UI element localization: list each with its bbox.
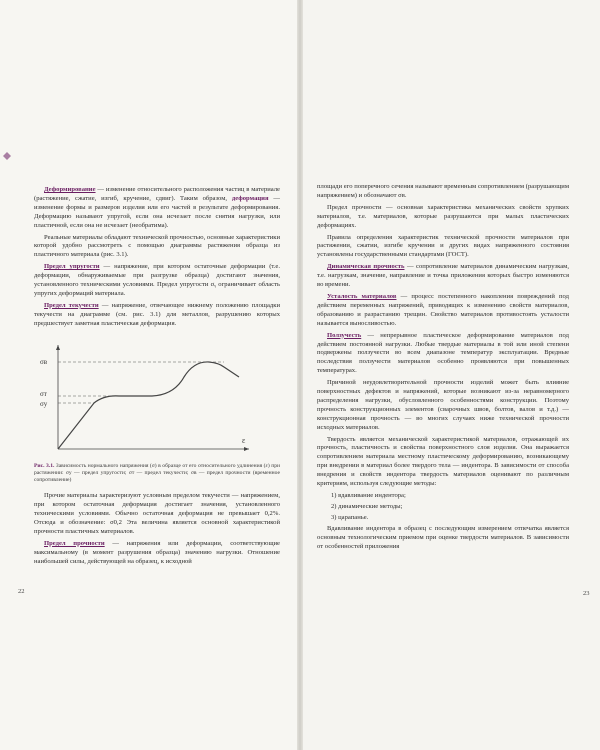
page-corner-mark xyxy=(3,152,11,160)
label-sigma-b: σв xyxy=(40,357,48,366)
paragraph-creep: Ползучесть — непрерывное пластическое деформирование материалов под действием постоянной нагрузки. Любые твердые материалы в той или иной степени подвержены ползучести во всем диапазоне температур эксплуатации. Вредные последствия ползучести материалов особенно проявляются при повышенных температурах. xyxy=(317,331,569,375)
page-number-right: 23 xyxy=(583,590,590,597)
book-gutter xyxy=(297,0,303,750)
term-strength-limit: Предел прочности xyxy=(44,539,105,547)
paragraph-conditional-yield: Прочие материалы характеризуют условным пределом текучести — напряжением, при котором остаточная деформация достигает значения, установленного техническими условиями. Обычно остаточная деформация не превышает 0,2%. Отсюда и обозначение: σ0,2 Эта величина является основной характеристикой прочности пластичных материалов. xyxy=(34,492,280,535)
paragraph-real-materials: Реальные материалы обладают технической прочностью, основные характеристики которой удобно рассмотреть с помощью диаграммы растяжения образца из пластичного материала (рис. 3.1). xyxy=(34,233,280,259)
paragraph-structural-strength: Причиной неудовлетворительной прочности изделий может быть влияние поверхностных дефектов и напряжений, которые возникают из-за неравномерного распределения нагрузки, обусловленного особенностями конструкции. Поэтому прочность конструкционных элементов (сварочных швов, болтов, валов и т.д.) — конструкционная прочность — во многих случаях ниже технической прочности исходных материалов. xyxy=(317,379,569,431)
label-sigma-y: σу xyxy=(40,399,48,408)
term-elastic-limit: Предел упругости xyxy=(44,263,100,271)
page-number-left: 22 xyxy=(18,588,25,595)
method-list-item: 2) динамические методы; xyxy=(331,502,403,510)
right-text-column xyxy=(317,183,569,554)
stress-strain-diagram xyxy=(34,339,280,459)
label-epsilon: ε xyxy=(242,435,246,445)
paragraph-hardness: Твердость является механической характеристикой материалов, отражающей их прочность, пластичность и свойства поверхностного слоя изделия. Она выражается сопротивлением материала местному пластическому деформированию, возникающему при внедрении в материал более твердого тела — индентора. В зависимости от способа внедрения и свойств индентора твердость материалов оценивают по различным критериям, используя следующие методы: xyxy=(317,435,569,488)
left-text-column xyxy=(34,186,280,569)
paragraph-ultimate-strength: площади его поперечного сечения называют временным сопротивлением (разрушающим напряжением) и обозначают σв. xyxy=(317,183,569,199)
paragraph-yield-limit: Предел текучести — напряжение, отвечающее нижнему положению площадки текучести на диаграмме (см. рис. 3.1) для металлов, разрушению которых предшествует заметная пластическая деформация. xyxy=(34,301,280,327)
figure-caption: Рис. 3.1. Зависимость нормального напряжения (σ) в образце от его относительного удлинения (ε) при растяжении: σу — предел упругости; σт — предел текучести; σв — предел прочности (временное сопротивление) xyxy=(34,462,280,483)
paragraph-deformirovanie: Деформирование — изменение относительного расположения частиц в материале (растяжение, сжатие, изгиб, кручение, сдвиг). Таким образом, деформация — изменение формы и размеров изделия или его частей в результате деформирования. Деформацию называют упругой, если она исчезает после снятия нагрузки, или пластичной, если она не исчезает (необратима). xyxy=(34,186,280,229)
x-axis-arrow xyxy=(244,447,249,451)
stress-strain-figure xyxy=(34,339,280,459)
paragraph-strength-limit: Предел прочности — напряжения или деформации, соответствующие максимальному (в момент разрушения образца) значению нагрузки. Отношение наибольшей силы, действующей на образец, к исходной xyxy=(34,539,280,565)
term-deformirovanie: Деформирование xyxy=(44,186,96,193)
caption-label: Рис. 3.1. xyxy=(34,462,55,469)
paragraph-brittle: Предел прочности — основная характеристика механических свойств хрупких материалов, т.е. материалов, которые разрушаются при малых пластических деформациях. xyxy=(317,203,569,229)
paragraph-dynamic-strength: Динамическая прочность — сопротивление материалов динамическим нагрузкам, т.е. нагрузкам, значение, направление и точка приложения которых быстро изменяются во времени. xyxy=(317,263,569,289)
stress-strain-curve xyxy=(58,362,239,449)
term-fatigue: Усталость материалов xyxy=(327,292,397,300)
paragraph-fatigue: Усталость материалов — процесс постепенного накопления повреждений под действием переменных напряжений, приводящих к изменению свойств материалов, образованию и разрастанию трещин. Свойство материалов противостоять усталости называется выносливостью. xyxy=(317,292,569,327)
paragraph-elastic-limit: Предел упругости — напряжение, при котором остаточные деформации (т.е. деформации, обнаруживаемые при разгрузке образца) достигают значения, установленного техническими условиями. Предел упругости σᵧ ограничивает область упругих деформаций материала. xyxy=(34,263,280,297)
paragraph-standards: Правила определения характеристик технической прочности материалов при растяжении, сжатии, изгибе кручении и других видах напряженного состояния установлены государственными стандартами (ГОСТ). xyxy=(317,233,569,259)
y-axis-arrow xyxy=(56,345,60,350)
term-deformatsiya: деформация xyxy=(231,194,269,202)
method-list-item: 3) царапанье. xyxy=(331,513,369,521)
label-sigma-t: σт xyxy=(40,389,47,398)
paragraph-indentation: Вдавливание индентора в образец с последующим измерением отпечатка является основным технологическим приемом при оценке твердости материалов. В зависимости от особенностей приложения xyxy=(317,524,569,550)
method-list-item: 1) вдавливание индентора; xyxy=(331,492,406,499)
term-creep: Ползучесть xyxy=(327,331,362,339)
term-dynamic-strength: Динамическая прочность xyxy=(327,263,405,271)
term-yield-limit: Предел текучести xyxy=(44,301,99,309)
